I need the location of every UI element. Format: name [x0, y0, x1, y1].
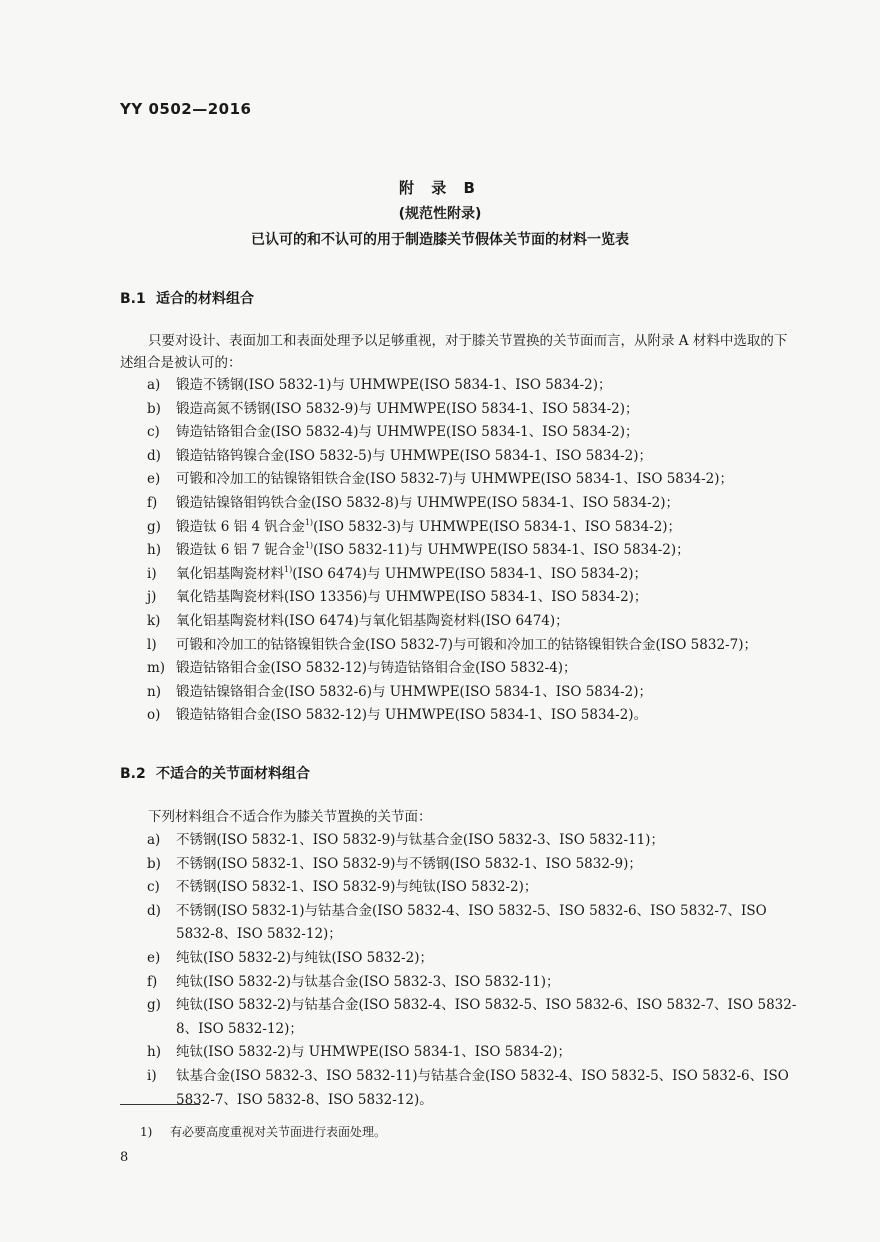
list-item-label: h) — [147, 542, 161, 559]
list-item — [147, 900, 807, 947]
list-item-text: 铸造钴铬钼合金(ISO 5832-4)与 UHMWPE(ISO 5834-1、ISO 5834-2)； — [176, 424, 639, 441]
list-item-text: (ISO 5832-11)与 UHMWPE(ISO 5834-1、ISO 5834-2)； — [313, 542, 690, 559]
list-item — [147, 539, 807, 563]
list-item — [147, 657, 807, 681]
footnote-divider — [120, 1104, 200, 1105]
footnote-reference: 1) — [284, 564, 293, 574]
list-item-text: 锻造钴镍铬钼钨铁合金(ISO 5832-8)与 UHMWPE(ISO 5834-1、ISO 5834-2)； — [176, 494, 679, 511]
list-item-text: 锻造高氮不锈钢(ISO 5832-9)与 UHMWPE(ISO 5834-1、ISO 5834-2)； — [176, 400, 639, 417]
annex-caption: 已认可的和不认可的用于制造膝关节假体关节面的材料一览表 — [251, 232, 629, 248]
list-item-text: 锻造不锈钢(ISO 5832-1)与 UHMWPE(ISO 5834-1、ISO 5834-2)； — [176, 377, 612, 393]
list-item-label: o) — [147, 707, 161, 724]
list-item — [147, 610, 807, 634]
list-item — [147, 516, 807, 540]
list-item — [147, 876, 807, 900]
list-item-label: e) — [147, 949, 161, 966]
list-item — [147, 563, 807, 587]
list-item-text: 锻造钴铬钼合金(ISO 5832-12)与 UHMWPE(ISO 5834-1、ISO 5834-2)。 — [176, 707, 648, 724]
footnote-label: 1) — [140, 1125, 153, 1139]
section-title: 不适合的关节面材料组合 — [156, 766, 310, 782]
list-item-text: 锻造钛 6 铝 7 铌合金 — [176, 542, 305, 559]
list-item — [147, 445, 807, 469]
list-item-label: k) — [147, 612, 161, 629]
list-item-text: 氧化铝基陶瓷材料(ISO 6474)与氧化铝基陶瓷材料(ISO 6474)； — [176, 612, 569, 629]
list-item-label: i) — [147, 565, 157, 582]
list-item — [147, 421, 807, 445]
list-item-label: h) — [147, 1044, 161, 1061]
list-item-text: 不锈钢(ISO 5832-1、ISO 5832-9)与不锈钢(ISO 5832-1、ISO 5832-9)； — [176, 855, 642, 872]
list-item-label: j) — [147, 589, 157, 606]
section-b1-intro: 只要对设计、表面加工和表面处理予以足够重视，对于膝关节置换的关节面而言，从附录 A 材料中选取的下述组合是被认可的： — [120, 333, 788, 371]
section-title: 适合的材料组合 — [156, 291, 254, 307]
page-number: 8 — [120, 1150, 129, 1165]
list-item-label: e) — [147, 471, 161, 488]
list-item-label: l) — [147, 636, 157, 653]
list-item-text: 锻造钴铬钼合金(ISO 5832-12)与铸造钴铬钼合金(ISO 5832-4)； — [176, 660, 577, 677]
list-item-label: i) — [147, 1067, 157, 1084]
list-item-text: 氧化锆基陶瓷材料(ISO 13356)与 UHMWPE(ISO 5834-1、ISO 5834-2)； — [176, 589, 648, 606]
list-item-label: c) — [147, 424, 160, 441]
list-item-label: d) — [147, 902, 161, 919]
list-item — [147, 704, 807, 728]
list-item-label: g) — [147, 997, 161, 1014]
list-item — [147, 947, 807, 971]
list-item-label: m) — [147, 660, 166, 677]
list-item-text: 锻造钛 6 铝 4 钒合金 — [176, 518, 305, 535]
list-item — [147, 398, 807, 422]
list-item-text: 锻造钴镍铬钼合金(ISO 5832-6)与 UHMWPE(ISO 5834-1、ISO 5834-2)； — [176, 683, 652, 700]
list-item — [147, 681, 807, 705]
list-item-text: 纯钛(ISO 5832-2)与钛基合金(ISO 5832-3、ISO 5832-11)； — [176, 973, 560, 990]
list-item-label: f) — [147, 494, 158, 511]
list-item — [147, 492, 807, 516]
list-item-label: a) — [147, 377, 161, 393]
list-item — [147, 586, 807, 610]
list-item — [147, 1041, 807, 1065]
standard-number: YY 0502—2016 — [120, 100, 252, 118]
footnote — [140, 1123, 386, 1140]
list-item — [147, 994, 807, 1041]
section-number: B.2 — [120, 766, 146, 782]
list-item-text: 可锻和冷加工的钴铬镍钼铁合金(ISO 5832-7)与可锻和冷加工的钴铬镍钼铁合金(ISO 5832-7)； — [176, 636, 757, 653]
footnote-reference: 1) — [304, 541, 314, 551]
list-item — [147, 634, 807, 658]
list-item — [147, 971, 807, 995]
list-item — [147, 1065, 807, 1112]
list-item-text: 锻造钴铬钨镍合金(ISO 5832-5)与 UHMWPE(ISO 5834-1、ISO 5834-2)； — [176, 447, 652, 464]
list-item-text: 纯钛(ISO 5832-2)与 UHMWPE(ISO 5834-1、ISO 5834-2)； — [176, 1044, 571, 1061]
list-item-text: 纯钛(ISO 5832-2)与纯钛(ISO 5832-2)； — [176, 949, 433, 966]
list-item-label: n) — [147, 683, 161, 700]
list-item-text: 不锈钢(ISO 5832-1、ISO 5832-9)与纯钛(ISO 5832-2)； — [176, 879, 538, 896]
list-item-label: b) — [147, 855, 161, 872]
list-item-text: (ISO 5832-3)与 UHMWPE(ISO 5834-1、ISO 5834-2)； — [313, 518, 682, 535]
list-item-label: g) — [147, 518, 161, 535]
list-item-label: d) — [147, 447, 161, 464]
section-b1-heading — [120, 288, 254, 308]
list-item-label: c) — [147, 879, 160, 896]
list-item-text: (ISO 6474)与 UHMWPE(ISO 5834-1、ISO 5834-2)； — [292, 565, 648, 582]
footnote-reference: 1) — [304, 517, 314, 527]
annex-title: 附 录 B — [399, 179, 481, 197]
list-item-text: 可锻和冷加工的钴镍铬钼铁合金(ISO 5832-7)与 UHMWPE(ISO 5834-1、ISO 5834-2)； — [176, 471, 733, 488]
list-item — [147, 468, 807, 492]
list-item — [147, 374, 807, 398]
section-b2-list — [147, 829, 807, 1112]
footnote-text: 有必要高度重视对关节面进行表面处理。 — [170, 1125, 387, 1139]
list-item-text: 钛基合金(ISO 5832-3、ISO 5832-11)与钴基合金(ISO 5832-4、ISO 5832-5、ISO 5832-6、ISO 5832-7、ISO 5832-8、ISO 5832-12)。 — [176, 1067, 789, 1108]
list-item-text: 氧化铝基陶瓷材料 — [176, 565, 284, 582]
list-item-text: 不锈钢(ISO 5832-1、ISO 5832-9)与钛基合金(ISO 5832-3、ISO 5832-11)； — [176, 832, 664, 848]
annex-nature: (规范性附录) — [398, 206, 482, 222]
list-item-label: a) — [147, 832, 161, 848]
list-item-text: 不锈钢(ISO 5832-1)与钴基合金(ISO 5832-4、ISO 5832-5、ISO 5832-6、ISO 5832-7、ISO 5832-8、ISO 5832-12)； — [176, 902, 767, 943]
list-item-label: f) — [147, 973, 158, 990]
section-b1-list — [147, 374, 807, 728]
section-number: B.1 — [120, 291, 146, 307]
section-b2-intro: 下列材料组合不适合作为膝关节置换的关节面： — [148, 809, 432, 825]
list-item — [147, 853, 807, 877]
list-item — [147, 829, 807, 853]
section-b2-heading — [120, 763, 310, 783]
list-item-label: b) — [147, 400, 161, 417]
list-item-text: 纯钛(ISO 5832-2)与钴基合金(ISO 5832-4、ISO 5832-5、ISO 5832-6、ISO 5832-7、ISO 5832-8、ISO 5832-12)； — [176, 997, 797, 1037]
